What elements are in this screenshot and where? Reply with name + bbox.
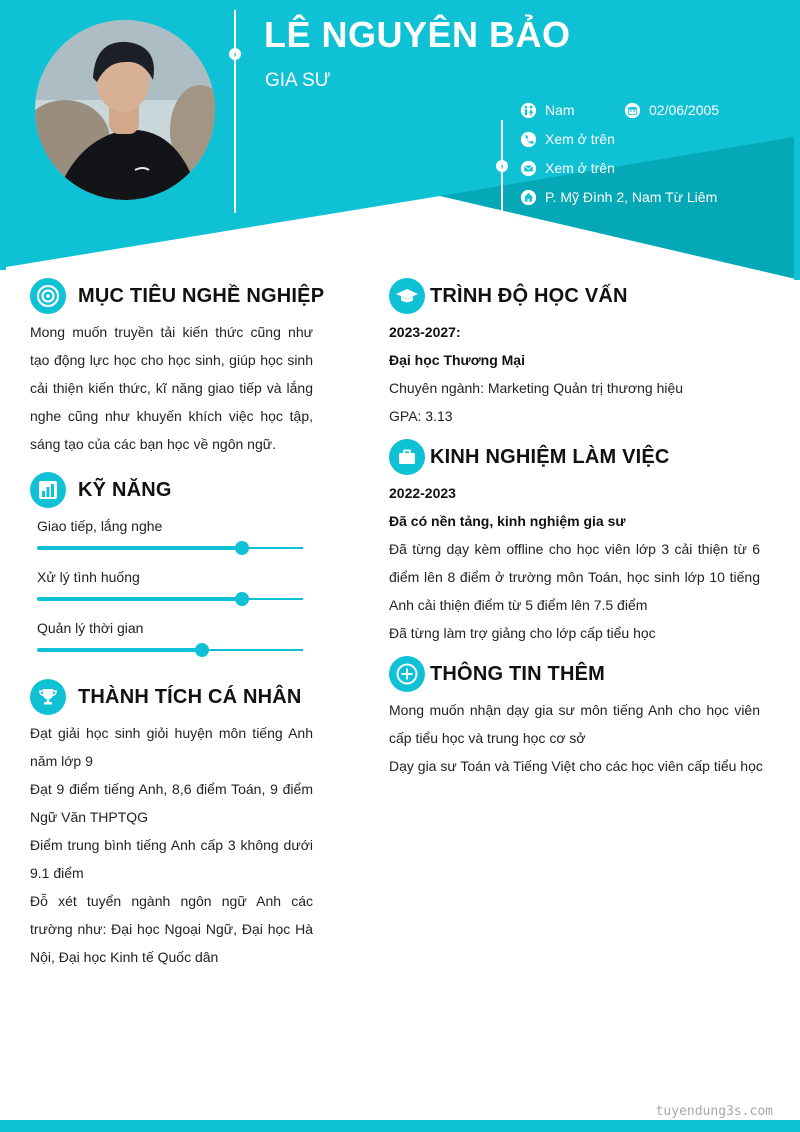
- footer-bar: [0, 1120, 800, 1132]
- education-title-text: TRÌNH ĐỘ HỌC VẤN: [430, 284, 628, 307]
- experience-item: Đã từng làm trợ giảng cho lớp cấp tiểu học: [389, 625, 656, 641]
- skills-title-text: KỸ NĂNG: [78, 478, 172, 501]
- header-divider-line: [234, 10, 236, 213]
- gender-value: Nam: [545, 102, 575, 118]
- phone-icon: [520, 131, 537, 148]
- extra-title-text: THÔNG TIN THÊM: [430, 662, 606, 685]
- profile-photo: [35, 20, 215, 200]
- skill-bar-fill: [37, 597, 242, 601]
- graduation-cap-icon: [389, 278, 425, 314]
- header-divider-node: ›: [229, 48, 241, 60]
- skill-bar-knob: [195, 643, 209, 657]
- skills-section-title: [30, 472, 172, 508]
- career-title-text: MỤC TIÊU NGHỀ NGHIỆP: [78, 284, 325, 307]
- extra-item: Dạy gia sư Toán và Tiếng Việt cho các học viên cấp tiểu học: [389, 758, 763, 774]
- career-text: Mong muốn truyền tải kiến thức cũng như tạo động lực học cho học sinh, giúp học sinh cải thiện kiến thức, kĩ năng giao tiếp và lắng nghe cũng như khuyến khích việc học tập, sáng tạo của các bạn học về ngôn ngữ.: [30, 324, 313, 452]
- skill-label: Xử lý tình huống: [37, 569, 140, 585]
- education-school: Đại học Thương Mại: [389, 352, 525, 368]
- plus-icon: [389, 656, 425, 692]
- watermark: tuyendung3s.com: [655, 1104, 773, 1119]
- achievements-title-text: THÀNH TÍCH CÁ NHÂN: [78, 685, 302, 708]
- experience-heading: Đã có nền tảng, kinh nghiệm gia sư: [389, 513, 626, 529]
- education-gpa: GPA: 3.13: [389, 408, 453, 424]
- achievements-section-title: [30, 679, 302, 715]
- trophy-icon: [30, 679, 66, 715]
- skill-bar: [37, 547, 303, 549]
- phone-value: Xem ở trên: [545, 131, 615, 147]
- achievement-item: Đạt giải học sinh giỏi huyện môn tiếng Anh năm lớp 9: [30, 725, 313, 769]
- education-period: 2023-2027:: [389, 324, 461, 340]
- experience-title-text: KINH NGHIỆM LÀM VIỆC: [430, 445, 670, 468]
- birthday-value: 02/06/2005: [649, 102, 720, 118]
- home-icon: [520, 189, 537, 206]
- education-major: Chuyên ngành: Marketing Quản trị thương hiệu: [389, 380, 684, 396]
- address-value: P. Mỹ Đình 2, Nam Từ Liêm: [545, 189, 718, 205]
- email-value: Xem ở trên: [545, 160, 615, 176]
- skill-bar: [37, 649, 303, 651]
- extra-item: Mong muốn nhận dạy gia sư môn tiếng Anh cho học viên cấp tiểu học và trung học cơ sở: [389, 702, 760, 746]
- skill-bar-fill: [37, 648, 202, 652]
- contact-divider-node: ›: [496, 160, 508, 172]
- gender-icon: [520, 102, 537, 119]
- education-section-title: [389, 278, 628, 314]
- skill-bar-knob: [235, 541, 249, 555]
- bar-chart-icon: [30, 472, 66, 508]
- contact-email: [520, 158, 615, 178]
- contact-gender: [520, 100, 575, 120]
- contact-address: [520, 187, 717, 207]
- experience-section-title: [389, 439, 670, 475]
- contact-phone: [520, 129, 615, 149]
- experience-period: 2022-2023: [389, 485, 456, 501]
- skill-label: Quản lý thời gian: [37, 620, 144, 636]
- calendar-icon: [624, 102, 641, 119]
- contact-birthday: [624, 100, 719, 120]
- candidate-name: LÊ NGUYÊN BẢO: [264, 14, 571, 55]
- career-section-title: [30, 278, 324, 314]
- skill-bar-fill: [37, 546, 242, 550]
- experience-item: Đã từng dạy kèm offline cho học viên lớp 3 cải thiện từ 6 điểm lên 8 điểm ở trường môn Toán, học sinh lớp 10 tiếng Anh cải thiện điểm từ 5 điểm lên 7.5 điểm: [389, 541, 760, 613]
- email-icon: [520, 160, 537, 177]
- skill-bar: [37, 598, 303, 600]
- briefcase-icon: [389, 439, 425, 475]
- target-icon: [30, 278, 66, 314]
- skill-label: Giao tiếp, lắng nghe: [37, 518, 163, 534]
- achievement-item: Đỗ xét tuyển ngành ngôn ngữ Anh các trường như: Đại học Ngoại Ngữ, Đại học Hà Nội, Đại học Kinh tế Quốc dân: [30, 893, 313, 965]
- extra-section-title: [389, 656, 605, 692]
- skill-bar-knob: [235, 592, 249, 606]
- achievement-item: Điểm trung bình tiếng Anh cấp 3 không dưới 9.1 điểm: [30, 837, 313, 881]
- candidate-role: GIA SƯ: [265, 70, 331, 91]
- achievement-item: Đạt 9 điểm tiếng Anh, 8,6 điểm Toán, 9 điểm Ngữ Văn THPTQG: [30, 781, 313, 825]
